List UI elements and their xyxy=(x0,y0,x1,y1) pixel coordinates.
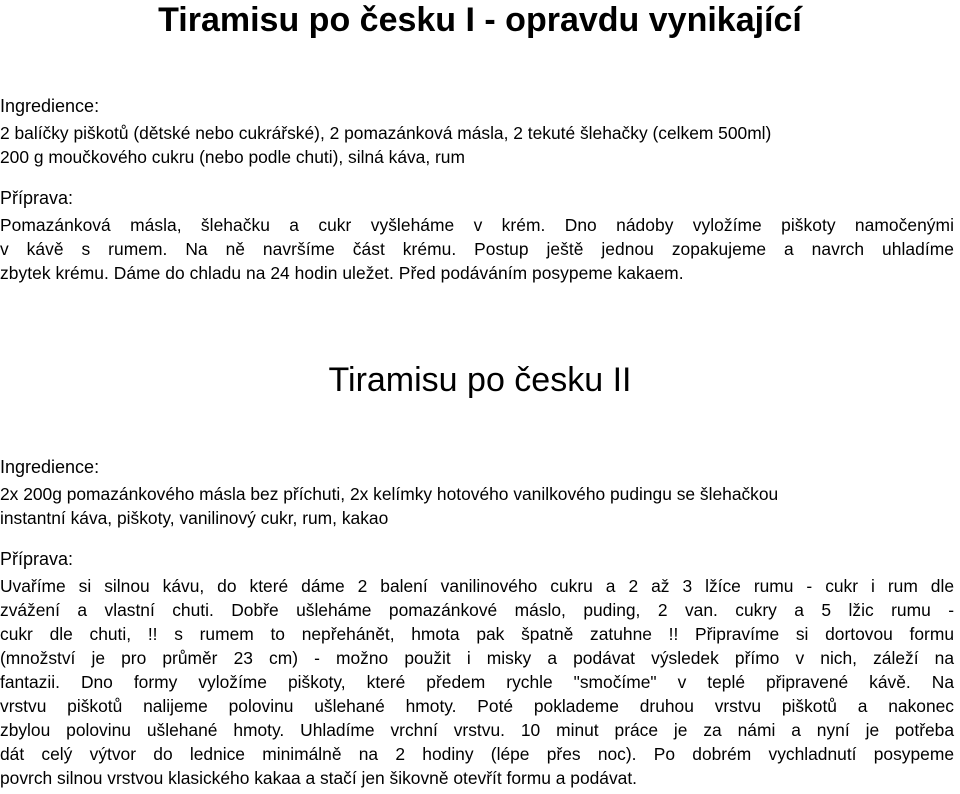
recipe2-preparation-line: vrstvu piškotů nalijeme polovinu ušlehané hmoty. Poté poklademe druhou vrstvu piškotů a nakonec xyxy=(0,696,954,716)
recipe1-preparation-text xyxy=(0,213,954,285)
recipe2-preparation-line: cukr dle chuti, !! s rumem to nepřehánět, hmota pak špatně zatuhne !! Připravíme si dortovou formu xyxy=(0,624,954,644)
recipe2-preparation-line: zvážení a vlastní chuti. Dobře ušleháme pomazánkové máslo, puding, 2 van. cukry a 5 lžic rumu - xyxy=(0,600,954,620)
recipe2-ingredients-text xyxy=(0,482,954,530)
recipe2-preparation-line: (množství je pro průměr 23 cm) - možno použit i misky a podávat výsledek přímo v nich, záleží na xyxy=(0,648,954,668)
recipe1-preparation-label: Příprava: xyxy=(0,188,74,208)
recipe1-preparation-line: zbytek krému. Dáme do chladu na 24 hodin uležet. Před podáváním posypeme kakaem. xyxy=(0,263,684,283)
recipe2-ingredients-line: instantní káva, piškoty, vanilinový cukr, rum, kakao xyxy=(0,508,389,528)
recipe1-ingredients-line: 200 g moučkového cukru (nebo podle chuti), silná káva, rum xyxy=(0,147,465,167)
recipe2-preparation-line: Uvaříme si silnou kávu, do které dáme 2 balení vanilinového cukru a 2 až 3 lžíce rumu - cukr i rum dle xyxy=(0,576,954,596)
recipe2-ingredients-line: 2x 200g pomazánkového másla bez příchuti, 2x kelímky hotového vanilkového pudingu se šlehačkou xyxy=(0,484,779,504)
recipe2-title: Tiramisu po česku II xyxy=(328,361,632,399)
recipe1-preparation-line: Pomazánková másla, šlehačku a cukr vyšleháme v krém. Dno nádoby vyložíme piškoty namočenými xyxy=(0,215,954,235)
recipe2-preparation-line: zbylou polovinu ušlehané hmoty. Uhladíme vrchní vrstvu. 10 minut práce je za námi a nyní je potřeba xyxy=(0,720,954,740)
recipe1-ingredients-text xyxy=(0,121,954,169)
recipe2-preparation-line: fantazii. Dno formy vyložíme piškoty, které předem rychle "smočíme" v teplé připravené kávě. Na xyxy=(0,672,954,692)
recipe2-preparation-line: dát celý výtvor do lednice minimálně na 2 hodiny (lépe přes noc). Po dobrém vychladnutí posypeme xyxy=(0,744,954,764)
recipe1-ingredients-line: 2 balíčky piškotů (dětské nebo cukrářské), 2 pomazánková másla, 2 tekuté šlehačky (celkem 500ml) xyxy=(0,123,772,143)
recipe2-preparation-text xyxy=(0,574,954,790)
recipe2-preparation-line: povrch silnou vrstvou klasického kakaa a stačí jen šikovně otevřít formu a podávat. xyxy=(0,768,638,788)
recipe2-preparation-label: Příprava: xyxy=(0,549,74,569)
recipe1-preparation-line: v kávě s rumem. Na ně navršíme část krému. Postup ještě jednou zopakujeme a navrch uhladíme xyxy=(0,239,954,259)
recipe1-ingredients-label: Ingredience: xyxy=(0,96,100,116)
recipe2-ingredients-label: Ingredience: xyxy=(0,457,100,477)
recipe1-title: Tiramisu po česku I - opravdu vynikající xyxy=(158,1,802,39)
